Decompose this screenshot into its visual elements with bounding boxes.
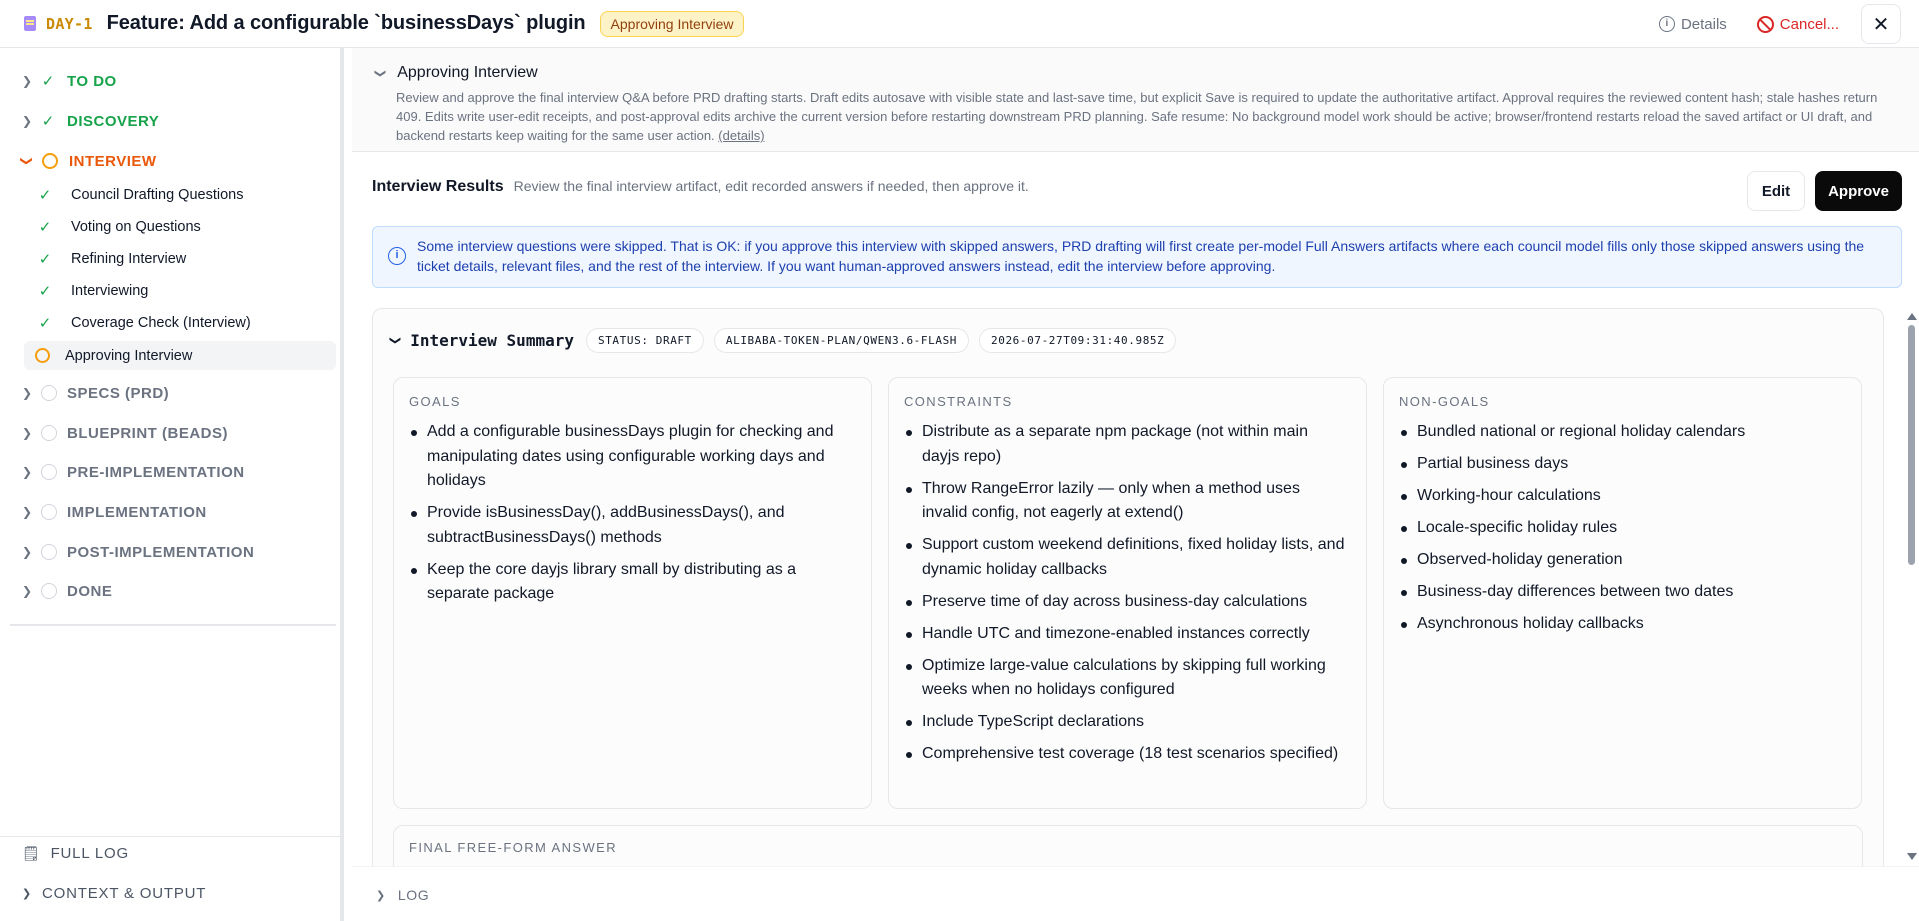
goals-list [409, 420, 854, 614]
constraints-column [888, 377, 1367, 809]
list-item: Partial business days [1399, 452, 1844, 477]
phase-label: PRE-IMPLEMENTATION [67, 463, 245, 481]
non-goals-column [1383, 377, 1862, 809]
list-item: Add a configurable businessDays plugin for checking and manipulating dates using configurable working days and holidays [409, 420, 854, 494]
sidebar-step-approving-interview[interactable] [24, 341, 336, 370]
cancel-button[interactable] [1749, 10, 1847, 39]
phase-label: DISCOVERY [67, 112, 160, 130]
list-item: Working-hour calculations [1399, 484, 1844, 509]
approve-button[interactable]: Approve [1815, 171, 1902, 211]
step-label: Refining Interview [71, 250, 187, 267]
sidebar-step-voting[interactable] [24, 212, 336, 241]
check-icon: ✓ [38, 282, 52, 300]
in-progress-icon [35, 348, 50, 363]
ban-icon [1757, 16, 1774, 33]
check-icon: ✓ [38, 250, 52, 268]
edit-button[interactable]: Edit [1747, 171, 1805, 211]
chevron-down-icon: ❯ [374, 68, 387, 78]
sidebar-step-interviewing[interactable] [24, 276, 336, 305]
constraints-list [904, 420, 1349, 774]
chevron-right-icon: ❯ [21, 114, 33, 128]
phase-label: DONE [67, 582, 113, 600]
list-item: Include TypeScript declarations [904, 710, 1349, 735]
chevron-right-icon: ❯ [21, 386, 33, 400]
sidebar-phase-blueprint[interactable] [0, 418, 344, 448]
step-context-title: Approving Interview [397, 64, 538, 81]
sidebar-phase-specs[interactable] [0, 378, 344, 408]
close-button[interactable] [1861, 4, 1901, 44]
non-goals-heading: NON-GOALS [1399, 394, 1490, 409]
list-item: Distribute as a separate npm package (not within main dayjs repo) [904, 420, 1349, 469]
list-item: Provide isBusinessDay(), addBusinessDays(), and subtractBusinessDays() methods [409, 501, 854, 550]
header-actions [1651, 0, 1901, 48]
check-icon: ✓ [38, 186, 52, 204]
sidebar-phase-interview[interactable] [0, 146, 344, 176]
step-context-description [396, 88, 1896, 145]
sidebar [0, 48, 344, 921]
phase-label: BLUEPRINT (BEADS) [67, 424, 228, 442]
pending-circle-icon [41, 544, 57, 560]
status-chip: STATUS: DRAFT [586, 328, 704, 353]
step-label: Approving Interview [65, 347, 193, 364]
step-label: Council Drafting Questions [71, 186, 244, 203]
in-progress-icon [42, 153, 58, 169]
context-output-label: CONTEXT & OUTPUT [42, 885, 207, 902]
skipped-answers-banner [372, 226, 1902, 288]
info-icon: i [1659, 16, 1675, 32]
chevron-down-icon[interactable]: ❯ [389, 335, 402, 345]
sidebar-step-coverage-check[interactable] [24, 308, 336, 337]
list-item: Comprehensive test coverage (18 test scenarios specified) [904, 742, 1349, 767]
sidebar-phase-discovery[interactable] [0, 106, 344, 136]
phase-label: INTERVIEW [69, 152, 157, 170]
list-item: Preserve time of day across business-day calculations [904, 590, 1349, 615]
full-log-button[interactable] [22, 845, 129, 862]
chevron-right-icon: ❯ [22, 888, 33, 900]
log-toggle[interactable] [376, 887, 429, 903]
chevron-right-icon: ❯ [21, 74, 33, 88]
pending-circle-icon [41, 464, 57, 480]
chevron-right-icon: ❯ [21, 426, 33, 440]
sidebar-divider [10, 624, 336, 626]
sidebar-phase-todo[interactable] [0, 66, 344, 96]
phase-label: POST-IMPLEMENTATION [67, 543, 255, 561]
check-icon: ✓ [41, 113, 55, 130]
phase-label: SPECS (PRD) [67, 384, 170, 402]
check-icon: ✓ [38, 314, 52, 332]
summary-title: Interview Summary [410, 330, 574, 350]
chevron-right-icon: ❯ [21, 545, 33, 559]
chevron-down-icon: ❯ [20, 155, 34, 167]
sidebar-phase-implementation[interactable] [0, 497, 344, 527]
ticket-title: Feature: Add a configurable `businessDays` plugin [106, 12, 586, 34]
check-icon: ✓ [41, 73, 55, 90]
chevron-right-icon: ❯ [21, 584, 33, 598]
sidebar-step-council-drafting[interactable] [24, 180, 336, 209]
sidebar-step-refining[interactable] [24, 244, 336, 273]
goals-heading: GOALS [409, 394, 461, 409]
results-header [372, 178, 1029, 204]
phase-label: IMPLEMENTATION [67, 503, 207, 521]
list-item: Asynchronous holiday callbacks [1399, 612, 1844, 637]
list-item: Throw RangeError lazily — only when a method uses invalid config, not eagerly at extend() [904, 477, 1349, 526]
constraints-heading: CONSTRAINTS [904, 394, 1013, 409]
step-description-text: Review and approve the final interview Q&A before PRD drafting starts. Draft edits autosave with visible state and last-save time, but explicit Save is required to update the authoritative artifact. Approval requires the reviewed content hash; stale hashes return 409. Edits write user-edit receipts, and post-approval edits archive the current version before restarting downstream PRD planning. Safe resume: No background model work should be active; browser/frontend restarts reload the saved artifact or UI draft, and backend restarts keep waiting for the same user action. [396, 90, 1878, 143]
list-item: Keep the core dayjs library small by distributing as a separate package [409, 558, 854, 607]
status-badge: Approving Interview [600, 11, 745, 37]
context-output-toggle[interactable] [22, 885, 206, 902]
timestamp-chip: 2026-07-27T09:31:40.985Z [979, 328, 1176, 353]
list-item: Handle UTC and timezone-enabled instances correctly [904, 622, 1349, 647]
details-button[interactable] [1651, 10, 1735, 39]
log-panel [352, 866, 1919, 921]
list-item: Observed-holiday generation [1399, 548, 1844, 573]
check-icon: ✓ [38, 218, 52, 236]
top-header [0, 0, 1919, 48]
cancel-label: Cancel... [1779, 15, 1839, 33]
pending-circle-icon [41, 385, 57, 401]
list-item: Locale-specific holiday rules [1399, 516, 1844, 541]
results-title: Interview Results [372, 178, 504, 195]
pending-circle-icon [41, 425, 57, 441]
sidebar-phase-post-implementation[interactable] [0, 537, 344, 567]
step-label: Voting on Questions [71, 218, 201, 235]
chevron-right-icon: ❯ [376, 889, 386, 902]
scroll-up-arrow-icon[interactable] [1907, 313, 1917, 320]
ticket-icon [24, 16, 36, 31]
non-goals-list [1399, 420, 1844, 644]
sidebar-footer-divider [0, 836, 340, 837]
phase-label: TO DO [67, 72, 117, 90]
list-item: Support custom weekend definitions, fixed holiday lists, and dynamic holiday callbacks [904, 533, 1349, 582]
details-label: Details [1680, 15, 1727, 33]
interview-summary-card [372, 308, 1884, 921]
ticket-id[interactable]: DAY-1 [46, 14, 93, 33]
scroll-down-arrow-icon[interactable] [1907, 853, 1917, 860]
chevron-right-icon: ❯ [21, 505, 33, 519]
step-context [352, 48, 1919, 152]
summary-header [391, 325, 1176, 355]
chevron-right-icon: ❯ [21, 465, 33, 479]
pending-circle-icon [41, 583, 57, 599]
pending-circle-icon [41, 504, 57, 520]
info-icon: i [388, 247, 406, 265]
goals-column [393, 377, 872, 809]
sidebar-phase-pre-implementation[interactable] [0, 457, 344, 487]
list-item: Business-day differences between two dates [1399, 580, 1844, 605]
final-answer-heading: FINAL FREE-FORM ANSWER [409, 840, 617, 855]
log-label: LOG [397, 887, 430, 903]
sidebar-phase-done[interactable] [0, 576, 344, 606]
details-link[interactable]: (details) [718, 128, 765, 143]
list-item: Optimize large-value calculations by skipping full working weeks when no holidays configured [904, 654, 1349, 703]
log-icon: 🗒 [22, 845, 41, 861]
summary-scrollbar[interactable] [1906, 313, 1916, 863]
main-panel [352, 48, 1919, 921]
step-context-toggle[interactable] [376, 64, 538, 82]
close-icon: ✕ [1872, 13, 1890, 36]
model-chip: ALIBABA-TOKEN-PLAN/QWEN3.6-FLASH [714, 328, 969, 353]
results-subtitle: Review the final interview artifact, edit recorded answers if needed, then approve it. [513, 178, 1029, 194]
scrollbar-thumb[interactable] [1908, 325, 1915, 565]
banner-text: Some interview questions were skipped. That is OK: if you approve this interview with skipped answers, PRD drafting will first create per-model Full Answers artifacts where each council model fills only those skipped answers using the ticket details, relevant files, and the rest of the interview. If you want human-approved answers instead, edit the interview before approving. [417, 238, 1865, 274]
step-label: Coverage Check (Interview) [71, 314, 251, 331]
step-label: Interviewing [71, 282, 149, 299]
full-log-label: FULL LOG [50, 845, 129, 862]
list-item: Bundled national or regional holiday calendars [1399, 420, 1844, 445]
